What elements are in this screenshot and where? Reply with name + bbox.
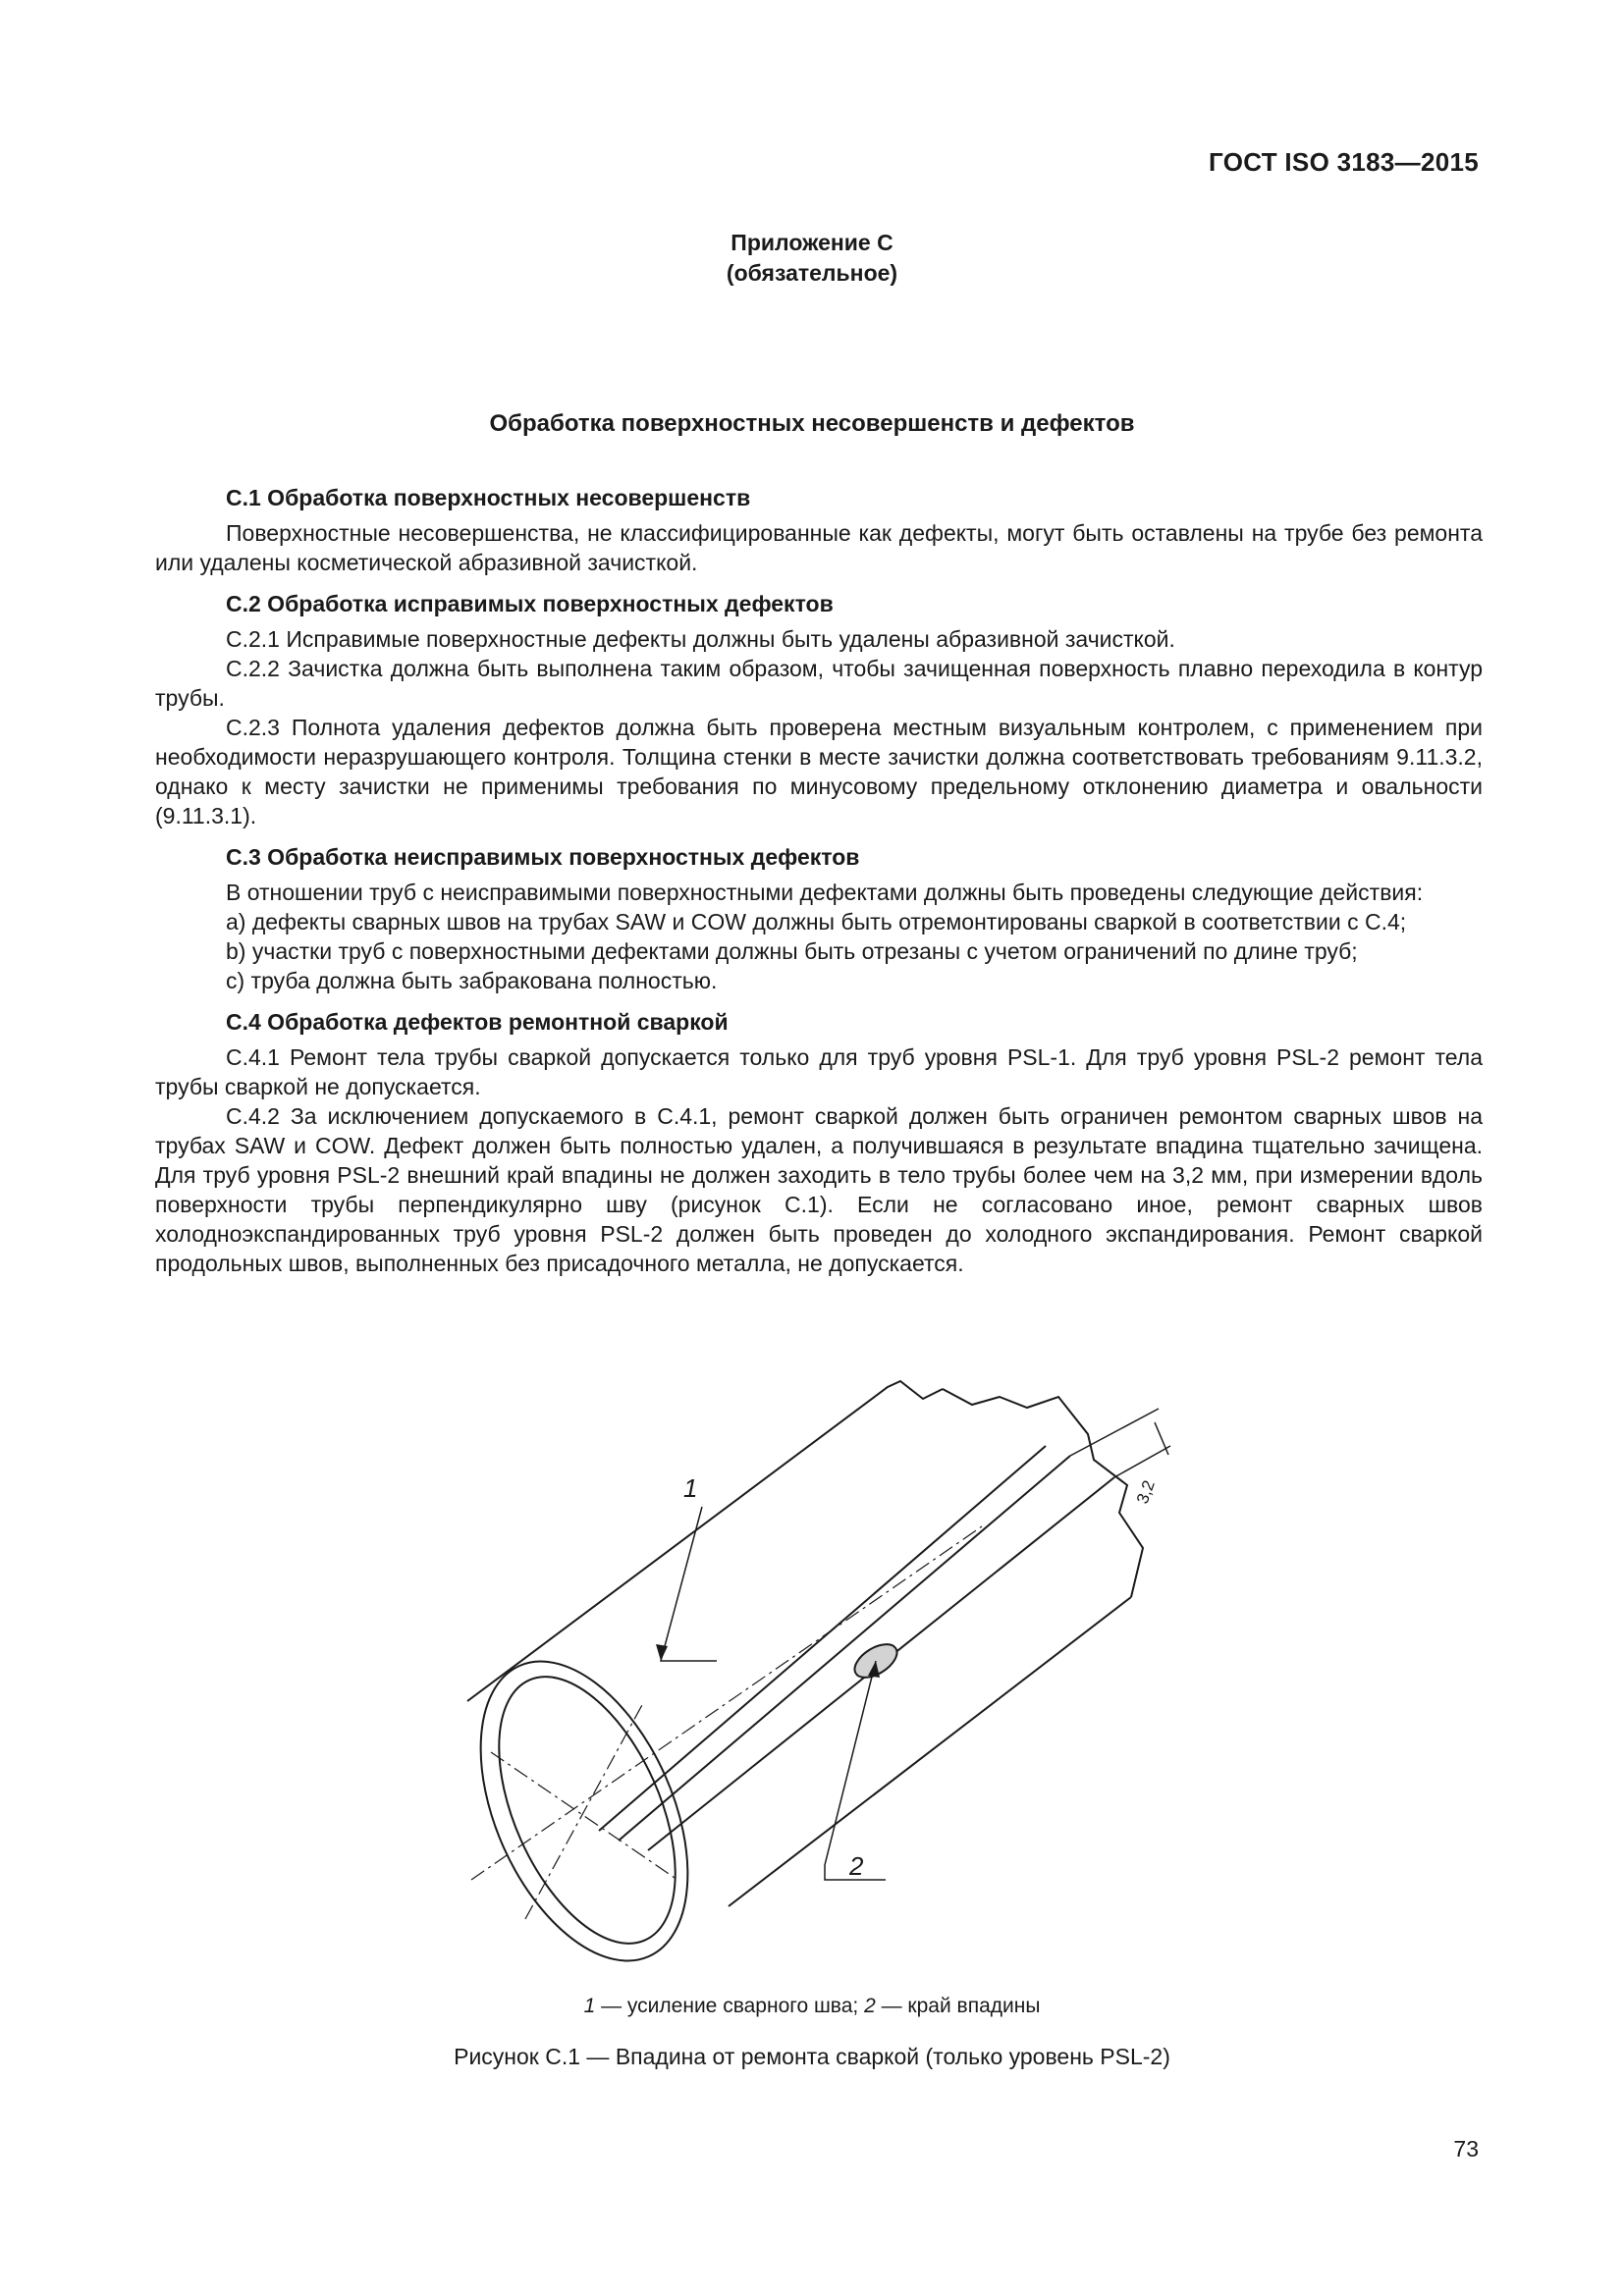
section-c3-intro: В отношении труб с неисправимыми поверхностными дефектами должны быть проведены следующие действия: — [226, 880, 1424, 905]
document-body — [155, 483, 1483, 1278]
figure-label-2: 2 — [849, 1851, 864, 1881]
pipe-end-inner — [462, 1650, 711, 1969]
legend-num-1: 1 — [583, 1995, 596, 2017]
section-c3-item-a: a) дефекты сварных швов на трубах SAW и COW должны быть отремонтированы сваркой в соответствии с C.4; — [226, 909, 1407, 934]
figure-caption: Рисунок C.1 — Впадина от ремонта сваркой (только уровень PSL-2) — [454, 2044, 1170, 2069]
leader-line-2 — [825, 1661, 886, 1880]
dimension-extension-2 — [1114, 1446, 1170, 1477]
legend-text-2: — край впадины — [875, 1995, 1041, 2017]
section-c3-heading: C.3 Обработка неисправимых поверхностных дефектов — [226, 844, 860, 870]
section-c4-heading: C.4 Обработка дефектов ремонтной сваркой — [226, 1009, 729, 1035]
leader-1-arrowhead — [656, 1644, 668, 1661]
end-center-line-horizontal — [525, 1703, 643, 1919]
section-c4-1-paragraph: C.4.1 Ремонт тела трубы сваркой допускается только для труб уровня PSL-1. Для труб уровня PSL-2 ремонт тела трубы сваркой не допускается. — [155, 1044, 1483, 1099]
annex-main-title: Обработка поверхностных несовершенств и дефектов — [489, 410, 1135, 437]
legend-text-1: — усиление сварного шва; — [595, 1995, 865, 2017]
annex-status: (обязательное) — [726, 260, 898, 286]
section-c2-2-paragraph: C.2.2 Зачистка должна быть выполнена таким образом, чтобы зачищенная поверхность плавно переходила в контур трубы. — [155, 656, 1483, 711]
figure-c1-pipe-drawing — [432, 1330, 1178, 1978]
legend-num-2: 2 — [864, 1995, 876, 2017]
pipe-bottom-outline — [729, 1597, 1131, 1906]
annex-heading — [0, 228, 1624, 289]
pipe-axis-line — [471, 1526, 982, 1880]
section-c4-2-paragraph: C.4.2 За исключением допускаемого в C.4.1, ремонт сваркой должен быть ограничен ремонтом сварных швов на трубах SAW и COW. Дефект должен быть полностью удален, а получившаяся в результате впадина тщательно зачищена. Для труб уровня PSL-2 внешний край впадины не должен заходить в тело трубы более чем на 3,2 мм, при измерении вдоль поверхности трубы перпендикулярно шву (рисунок C.1). Если не согласовано иное, ремонт сварных швов холодноэкспандированных труб уровня PSL-2 должен быть проведен до холодного экспандирования. Ремонт сваркой продольных швов, выполненных без присадочного металла, не допускается. — [155, 1103, 1483, 1276]
section-c2-3-paragraph: C.2.3 Полнота удаления дефектов должна быть проверена местным визуальным контролем, с применением при необходимости неразрушающего контроля. Толщина стенки в месте зачистки должна соответствовать требованиям 9.11.3.2, однако к месту зачистки не применимы требования по минусовому предельному отклонению диаметра и овальности (9.11.3.1). — [155, 715, 1483, 828]
dimension-line — [1155, 1422, 1168, 1455]
annex-title: Приложение C — [731, 230, 893, 255]
weld-seam-line-1 — [599, 1446, 1046, 1831]
section-c1-heading: C.1 Обработка поверхностных несовершенств — [226, 485, 751, 510]
leader-line-1 — [661, 1507, 717, 1661]
dimension-label: 3,2 — [1132, 1477, 1159, 1507]
section-c2-1-paragraph: C.2.1 Исправимые поверхностные дефекты должны быть удалены абразивной зачисткой. — [226, 626, 1175, 652]
section-c3-item-c: c) труба должна быть забракована полностью. — [226, 968, 718, 993]
figure-legend — [0, 1995, 1624, 2018]
dimension-extension-1 — [1070, 1409, 1159, 1456]
page-number: 73 — [1453, 2136, 1479, 2162]
section-c2-heading: C.2 Обработка исправимых поверхностных дефектов — [226, 591, 834, 616]
pipe-break-line — [943, 1389, 1143, 1597]
section-c3-item-b: b) участки труб с поверхностными дефектами должны быть отрезаны с учетом ограничений по длине труб; — [226, 938, 1358, 964]
weld-seam-line-2 — [619, 1456, 1070, 1841]
pipe-drawing-svg — [432, 1330, 1178, 1978]
section-c1-paragraph: Поверхностные несовершенства, не классифицированные как дефекты, могут быть оставлены на трубе без ремонта или удалены косметической абразивной зачисткой. — [155, 520, 1483, 575]
figure-label-1: 1 — [683, 1473, 698, 1503]
document-standard-header: ГОСТ ISO 3183—2015 — [1209, 147, 1479, 177]
